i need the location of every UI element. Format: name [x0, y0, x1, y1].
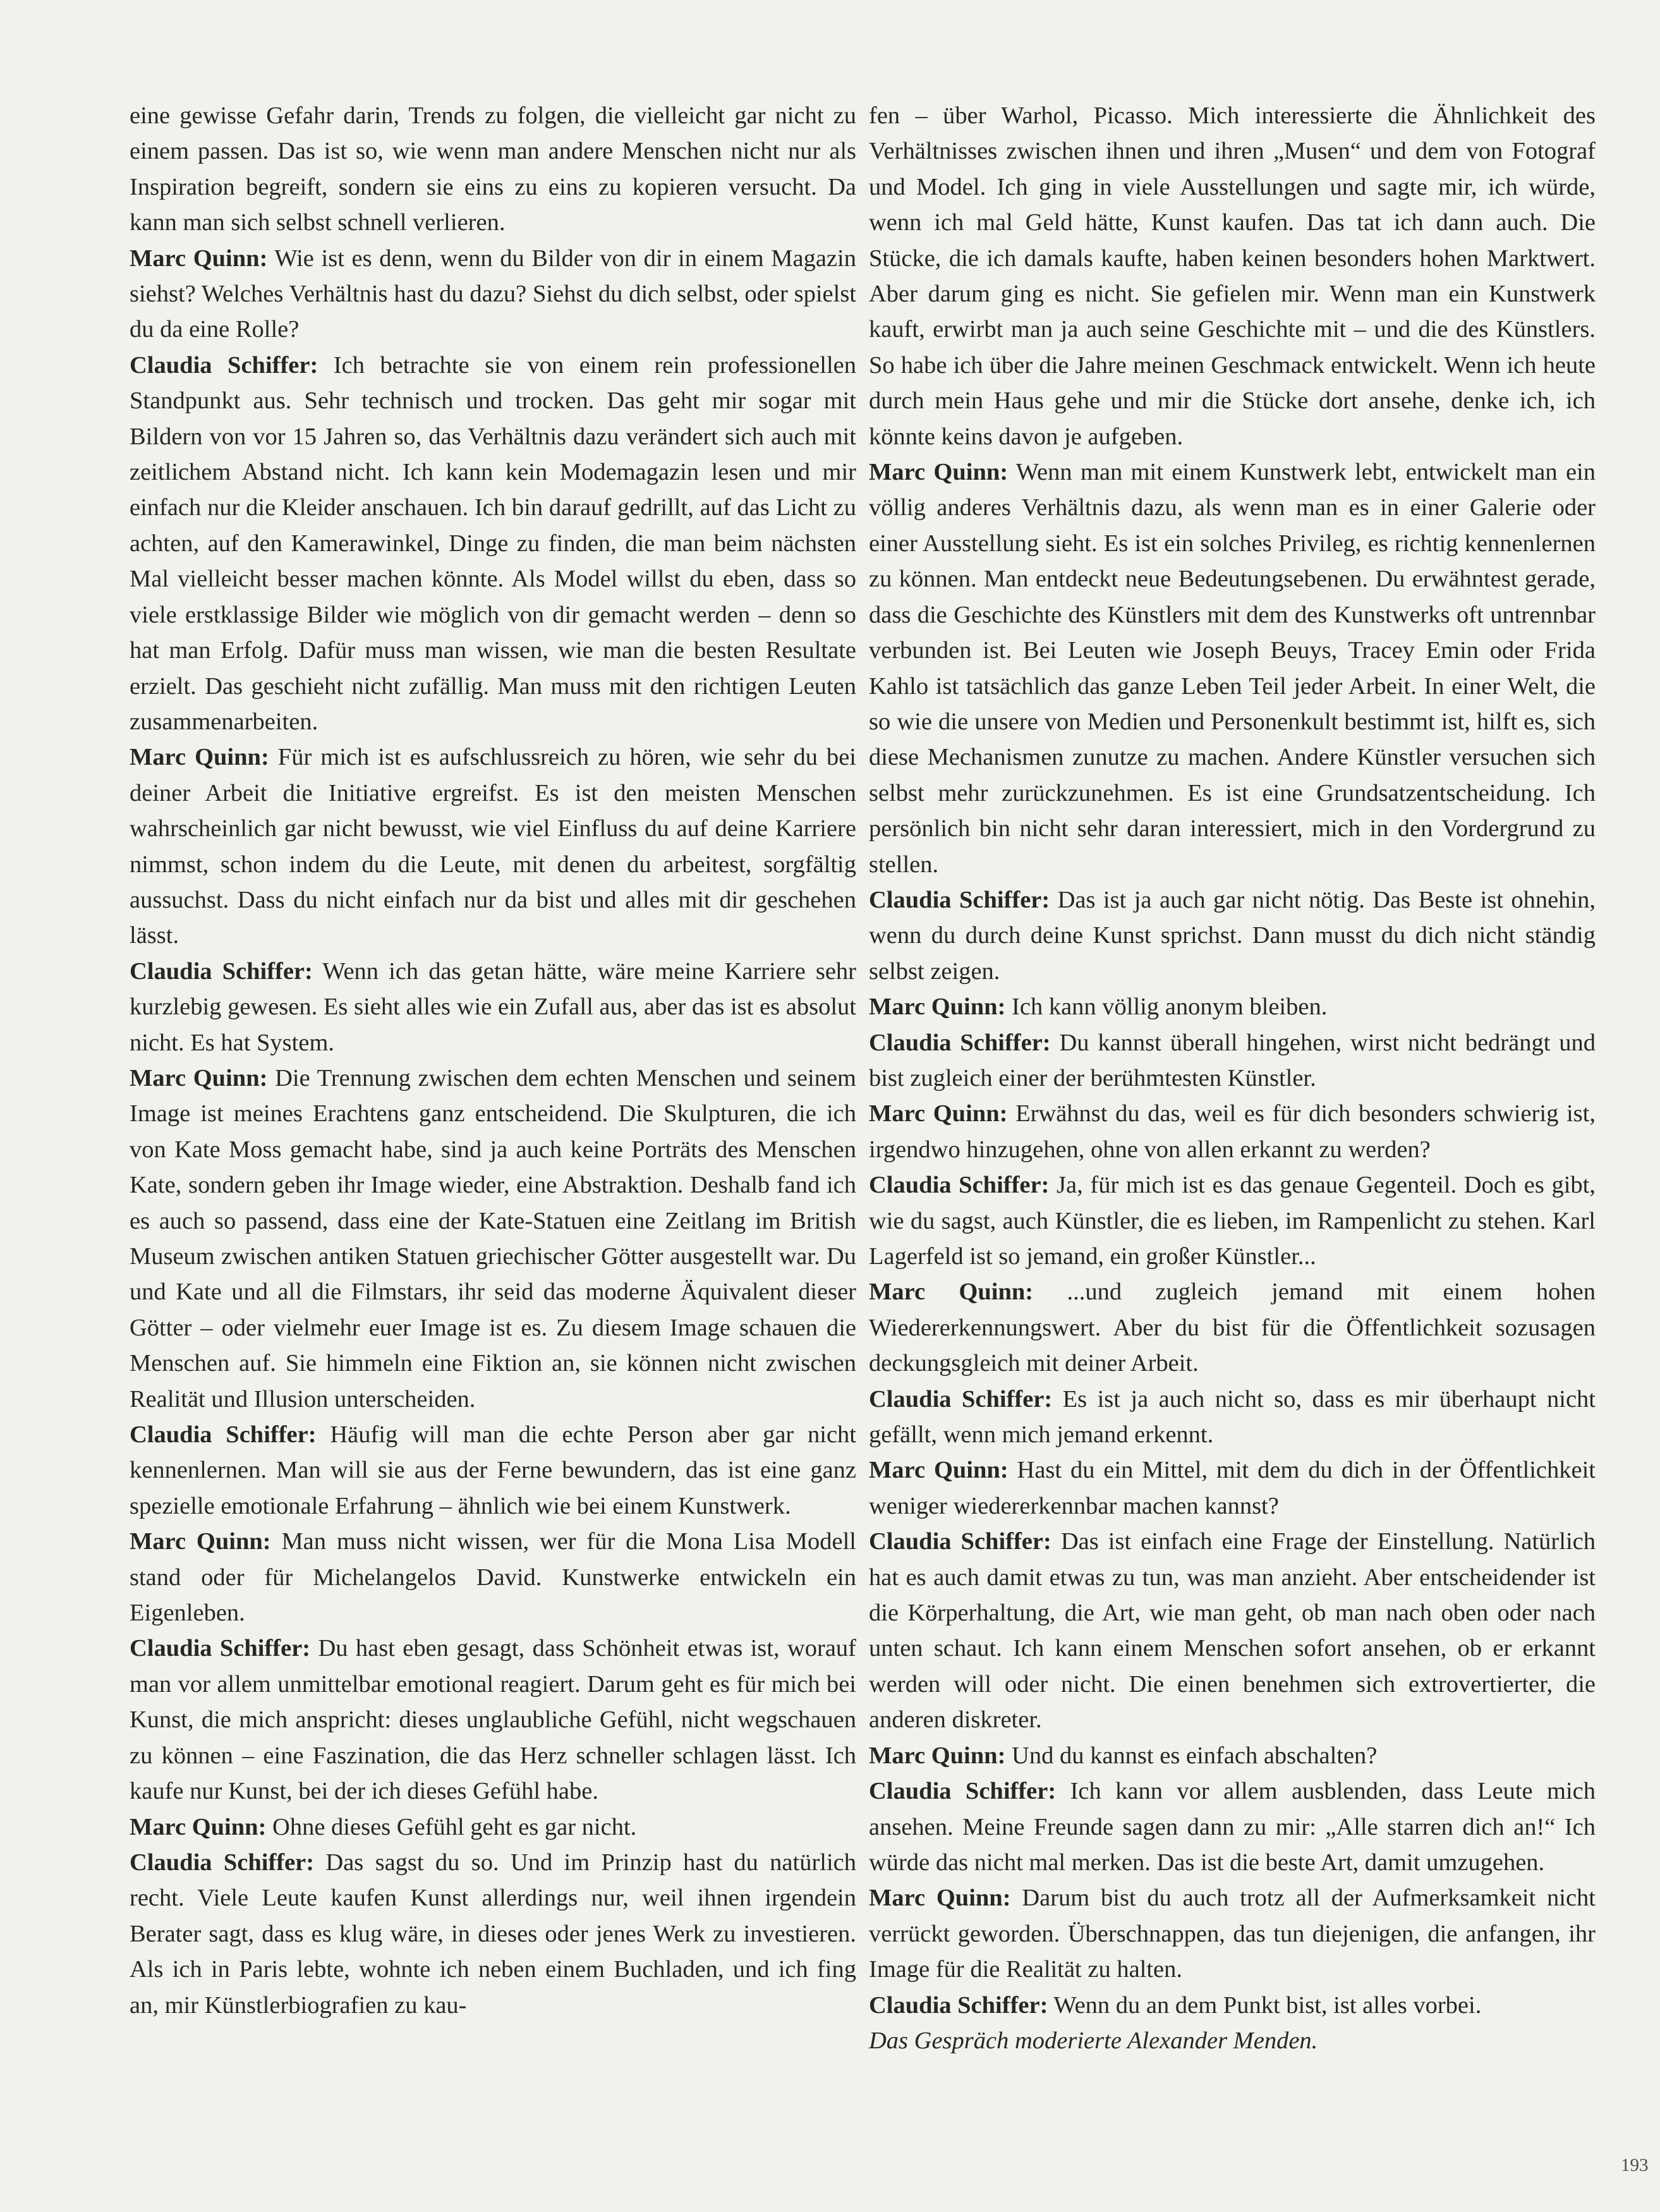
- paragraph-text: Ich kann völlig anonym bleiben.: [1005, 994, 1328, 1021]
- paragraph: [869, 98, 1596, 454]
- paragraph: [130, 98, 856, 241]
- speaker-name: Marc Quinn:: [869, 1885, 1011, 1912]
- speaker-name: Marc Quinn:: [869, 1100, 1008, 1127]
- paragraph: [869, 1274, 1596, 1381]
- paragraph: [869, 1025, 1596, 1097]
- speaker-name: Marc Quinn:: [130, 1064, 268, 1091]
- paragraph-text: Ich kann vor allem ausblenden, dass Leute mich ansehen. Meine Freunde sagen dann zu mir: „Alle starren dich an!“ Ich würde das nicht mal merken. Das ist die beste Art, damit umzugehen.: [869, 1778, 1596, 1876]
- paragraph-text: ...und zugleich jemand mit einem hohen Wiedererkennungswert. Aber du bist für die Öffentlichkeit sozusagen deckungsgleich mit deiner Arbeit.: [869, 1279, 1596, 1377]
- paragraph: [130, 1524, 856, 1631]
- paragraph-text: Man muss nicht wissen, wer für die Mona Lisa Modell stand oder für Michelangelos David. Kunstwerke entwickeln ein Eigenleben.: [130, 1528, 856, 1627]
- speaker-name: Marc Quinn:: [869, 1457, 1009, 1484]
- paragraph: [869, 1524, 1596, 1737]
- speaker-name: Marc Quinn:: [130, 744, 269, 771]
- speaker-name: Marc Quinn:: [869, 1742, 1006, 1769]
- paragraph: [869, 989, 1596, 1024]
- paragraph: [130, 1060, 856, 1417]
- paragraph: [130, 241, 856, 348]
- paragraph: [869, 1096, 1596, 1167]
- speaker-name: Marc Quinn:: [869, 459, 1009, 486]
- paragraph: [130, 1417, 856, 1524]
- paragraph: [869, 454, 1596, 882]
- speaker-name: Claudia Schiffer:: [130, 1635, 311, 1662]
- paragraph: [869, 882, 1596, 989]
- speaker-name: Claudia Schiffer:: [869, 1778, 1057, 1805]
- paragraph: [869, 1738, 1596, 1773]
- paragraph-text: Das sagst du so. Und im Prinzip hast du natürlich recht. Viele Leute kaufen Kunst allerdings nur, weil ihnen irgendein Berater sagt, dass es klug wäre, in dieses oder jenes Werk zu investieren. Als ich in Paris lebte, wohnte ich neben einem Buchladen, und ich fing an, mir Künstlerbiografien zu kau-: [130, 1849, 856, 2019]
- paragraph-text: Hast du ein Mittel, mit dem du dich in der Öffentlichkeit weniger wiedererkennbar machen kannst?: [869, 1457, 1596, 1519]
- speaker-name: Claudia Schiffer:: [130, 351, 318, 379]
- paragraph: [130, 1631, 856, 1809]
- moderator-credit: Das Gespräch moderierte Alexander Menden.: [869, 2027, 1318, 2054]
- paragraph-text: Ich betrachte sie von einem rein professionellen Standpunkt aus. Sehr technisch und trocken. Das geht mir sogar mit Bildern von vor 15 Jahren so, das Verhältnis dazu verändert sich auch mit zeitlichem Abstand nicht. Ich kann kein Modemagazin lesen und mir einfach nur die Kleider anschauen. Ich bin darauf gedrillt, auf das Licht zu achten, auf den Kamerawinkel, Dinge zu finden, die man beim nächsten Mal vielleicht besser machen könnte. Als Model willst du eben, dass so viele erstklassige Bilder wie möglich von dir gemacht werden – denn so hat man Erfolg. Dafür muss man wissen, wie man die besten Resultate erzielt. Das geschieht nicht zufällig. Man muss mit den richtigen Leuten zusammenarbeiten.: [130, 351, 856, 735]
- speaker-name: Marc Quinn:: [130, 1528, 271, 1555]
- right-column: [869, 98, 1596, 2058]
- paragraph-text: Wenn man mit einem Kunstwerk lebt, entwickelt man ein völlig anderes Verhältnis dazu, als wenn man es in einer Galerie oder einer Ausstellung sieht. Es ist ein solches Privileg, es richtig kennenlernen zu können. Man entdeckt neue Bedeutungsebenen. Du erwähntest gerade, dass die Geschichte des Künstlers mit dem des Kunstwerks oft untrennbar verbunden ist. Bei Leuten wie Joseph Beuys, Tracey Emin oder Frida Kahlo ist tatsächlich das ganze Leben Teil jeder Arbeit. In einer Welt, die so wie die unsere von Medien und Personenkult bestimmt ist, hilft es, sich diese Mechanismen zunutze zu machen. Andere Künstler versuchen sich selbst mehr zurückzunehmen. Es ist eine Grundsatzentscheidung. Ich persönlich bin nicht sehr daran interessiert, mich in den Vordergrund zu stellen.: [869, 459, 1596, 878]
- paragraph-text: Für mich ist es aufschlussreich zu hören, wie sehr du bei deiner Arbeit die Initiative ergreifst. Es ist den meisten Menschen wahrscheinlich gar nicht bewusst, wie viel Einfluss du auf deine Karriere nimmst, schon indem du die Leute, mit denen du arbeitest, sorgfältig aussuchst. Dass du nicht einfach nur da bist und alles mit dir geschehen lässt.: [130, 744, 856, 949]
- paragraph-text: Ohne dieses Gefühl geht es gar nicht.: [266, 1813, 637, 1840]
- paragraph-text: Das ist einfach eine Frage der Einstellung. Natürlich hat es auch damit etwas zu tun, was man anzieht. Aber entscheidender ist die Körperhaltung, die Art, wie man geht, ob man nach oben oder nach unten schaut. Ich kann einem Menschen sofort ansehen, ob er erkannt werden will oder nicht. Die einen benehmen sich extrovertierter, die anderen diskreter.: [869, 1528, 1596, 1734]
- speaker-name: Claudia Schiffer:: [130, 1421, 317, 1449]
- paragraph: [130, 739, 856, 953]
- paragraph-text: Du hast eben gesagt, dass Schönheit etwas ist, worauf man vor allem unmittelbar emotional reagiert. Darum geht es für mich bei Kunst, die mich anspricht: dieses unglaubliche Gefühl, nicht wegschauen zu können – eine Faszination, die das Herz schneller schlagen lässt. Ich kaufe nur Kunst, bei der ich dieses Gefühl habe.: [130, 1635, 856, 1805]
- speaker-name: Marc Quinn:: [869, 1279, 1034, 1306]
- paragraph-text: Du kannst überall hingehen, wirst nicht bedrängt und bist zugleich einer der berühmtesten Künstler.: [869, 1029, 1596, 1091]
- paragraph-text: Es ist ja auch nicht so, dass es mir überhaupt nicht gefällt, wenn mich jemand erkennt.: [869, 1385, 1596, 1449]
- speaker-name: Claudia Schiffer:: [130, 957, 313, 985]
- speaker-name: Claudia Schiffer:: [869, 1528, 1051, 1555]
- speaker-name: Claudia Schiffer:: [869, 1029, 1051, 1056]
- paragraph: [869, 1988, 1596, 2023]
- speaker-name: Marc Quinn:: [130, 1813, 267, 1840]
- speaker-name: Claudia Schiffer:: [869, 1385, 1053, 1413]
- paragraph-text: Darum bist du auch trotz all der Aufmerksamkeit nicht verrückt geworden. Überschnappen, das tun diejenigen, die anfangen, ihr Image für die Realität zu halten.: [869, 1885, 1596, 1983]
- paragraph: [130, 348, 856, 739]
- paragraph-text: eine gewisse Gefahr darin, Trends zu folgen, die vielleicht gar nicht zu einem passen. Das ist so, wie wenn man andere Menschen nicht nur als Inspiration begreift, sondern sie eins zu eins zu kopieren versucht. Da kann man sich selbst schnell verlieren.: [130, 102, 856, 236]
- speaker-name: Claudia Schiffer:: [869, 1991, 1048, 2019]
- paragraph-text: Erwähnst du das, weil es für dich besonders schwierig ist, irgendwo hinzugehen, ohne von allen erkannt zu werden?: [869, 1100, 1596, 1163]
- paragraph: [869, 1880, 1596, 1987]
- paragraph-text: Ja, für mich ist es das genaue Gegenteil. Doch es gibt, wie du sagst, auch Künstler, die es lieben, im Rampenlicht zu stehen. Karl Lagerfeld ist so jemand, ein großer Künstler...: [869, 1172, 1596, 1270]
- speaker-name: Marc Quinn:: [130, 245, 268, 272]
- paragraph-text: Wenn ich das getan hätte, wäre meine Karriere sehr kurzlebig gewesen. Es sieht alles wie ein Zufall aus, aber das ist es absolut nicht. Es hat System.: [130, 957, 856, 1056]
- paragraph-text: Häufig will man die echte Person aber gar nicht kennenlernen. Man will sie aus der Ferne bewundern, das ist eine ganz spezielle emotionale Erfahrung – ähnlich wie bei einem Kunstwerk.: [130, 1421, 856, 1519]
- paragraph-text: Wenn du an dem Punkt bist, ist alles vorbei.: [1048, 1991, 1482, 2019]
- right-column-paragraphs: [869, 98, 1596, 2023]
- paragraph: [130, 954, 856, 1060]
- left-column: [130, 98, 856, 2023]
- speaker-name: Claudia Schiffer:: [130, 1849, 315, 1876]
- paragraph: [130, 1845, 856, 2023]
- page-number: 193: [1621, 2155, 1649, 2175]
- paragraph-text: fen – über Warhol, Picasso. Mich interessierte die Ähnlichkeit des Verhältnisses zwischen ihnen und ihren „Musen“ und dem von Fotograf und Model. Ich ging in viele Ausstellungen und sagte mir, ich würde, wenn ich mal Geld hätte, Kunst kaufen. Das tat ich dann auch. Die Stücke, die ich damals kaufte, haben keinen besonders hohen Marktwert. Aber darum ging es nicht. Sie gefielen mir. Wenn man ein Kunstwerk kauft, erwirbt man ja auch seine Geschichte mit – und die des Künstlers. So habe ich über die Jahre meinen Geschmack entwickelt. Wenn ich heute durch mein Haus gehe und mir die Stücke dort ansehe, denke ich, ich könnte keins davon je aufgeben.: [869, 102, 1596, 450]
- speaker-name: Claudia Schiffer:: [869, 1172, 1050, 1199]
- paragraph: [869, 1773, 1596, 1880]
- paragraph-text: Das ist ja auch gar nicht nötig. Das Beste ist ohnehin, wenn du durch deine Kunst sprichst. Dann musst du dich nicht ständig selbst zeigen.: [869, 886, 1596, 985]
- paragraph-text: Wie ist es denn, wenn du Bilder von dir in einem Magazin siehst? Welches Verhältnis hast du dazu? Siehst du dich selbst, oder spielst du da eine Rolle?: [130, 245, 856, 343]
- paragraph: [869, 1382, 1596, 1453]
- paragraph: [130, 1809, 856, 1845]
- speaker-name: Claudia Schiffer:: [869, 886, 1050, 913]
- paragraph-text: Und du kannst es einfach abschalten?: [1005, 1742, 1378, 1769]
- paragraph: [869, 1167, 1596, 1274]
- speaker-name: Marc Quinn:: [869, 994, 1006, 1021]
- paragraph-text: Die Trennung zwischen dem echten Menschen und seinem Image ist meines Erachtens ganz entscheidend. Die Skulpturen, die ich von Kate Moss gemacht habe, sind ja auch keine Porträts des Menschen Kate, sondern geben ihr Image wieder, eine Abstraktion. Deshalb fand ich es auch so passend, dass eine der Kate-Statuen eine Zeitlang im British Museum zwischen antiken Statuen griechischer Götter ausgestellt war. Du und Kate und all die Filmstars, ihr seid das moderne Äquivalent dieser Götter – oder vielmehr euer Image ist es. Zu diesem Image schauen die Menschen auf. Sie himmeln eine Fiktion an, sie können nicht zwischen Realität und Illusion unterscheiden.: [130, 1064, 856, 1413]
- paragraph: [869, 1452, 1596, 1524]
